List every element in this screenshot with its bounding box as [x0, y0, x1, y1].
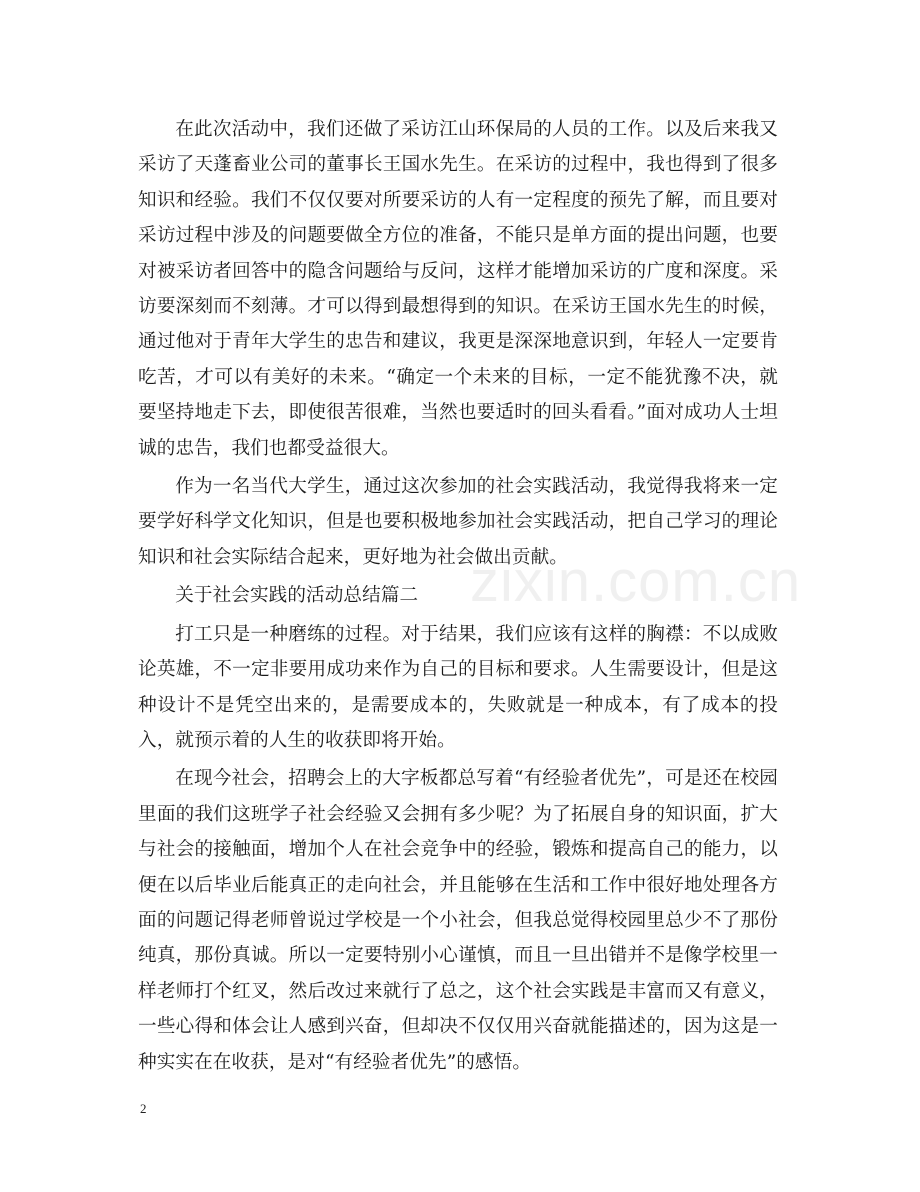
paragraph-student-reflection: 作为一名当代大学生，通过这次参加的社会实践活动，我觉得我将来一定要学好科学文化知识，但是也要积极地参加社会实践活动，把自己学习的理论知识和社会实际结合起来，更好地为社会做出贡献。 — [138, 476, 778, 568]
document-body — [138, 112, 778, 1080]
section-heading: 关于社会实践的活动总结篇二 — [175, 585, 419, 607]
paragraph-work-process: 打工只是一种磨练的过程。对于结果，我们应该有这样的胸襟：不以成败论英雄，不一定非要用成功来作为自己的目标和要求。人生需要设计，但是这种设计不是凭空出来的，是需要成本的，失败就是一种成本，有了成本的投入，就预示着的人生的收获即将开始。 — [138, 623, 778, 751]
page-number: 2 — [140, 1101, 147, 1116]
watermark: zixin.com.cn — [470, 549, 802, 614]
paragraph-society-experience: 在现今社会，招聘会上的大字板都总写着“有经验者优先”，可是还在校园里面的我们这班学子社会经验又会拥有多少呢？为了拓展自身的知识面，扩大与社会的接触面，增加个人在社会竞争中的经验，锻炼和提高自己的能力，以便在以后毕业后能真正的走向社会，并且能够在生活和工作中很好地处理各方面的问题记得老师曾说过学校是一个小社会，但我总觉得校园里总少不了那份纯真，那份真诚。所以一定要特别小心谨慎，而且一旦出错并不是像学校里一样老师打个红叉，然后改过来就行了总之，这个社会实践是丰富而又有意义，一些心得和体会让人感到兴奋，但却决不仅仅用兴奋就能描述的，因为这是一种实实在在收获，是对“有经验者优先”的感悟。 — [138, 768, 778, 1073]
paragraph-interview: 在此次活动中，我们还做了采访江山环保局的人员的工作。以及后来我又采访了天蓬畜业公司的董事长王国水先生。在采访的过程中，我也得到了很多知识和经验。我们不仅仅要对所要采访的人有一定程度的预先了解，而且要对采访过程中涉及的问题要做全方位的准备，不能只是单方面的提出问题，也要对被采访者回答中的隐含问题给与反问，这样才能增加采访的广度和深度。采访要深刻而不刻薄。才可以得到最想得到的知识。在采访王国水先生的时候，通过他对于青年大学生的忠告和建议，我更是深深地意识到，年轻人一定要肯吃苦，才可以有美好的未来。“确定一个未来的目标，一定不能犹豫不决，就要坚持地走下去，即使很苦很难，当然也要适时的回头看看。”面对成功人士坦诚的忠告，我们也都受益很大。 — [138, 119, 778, 459]
